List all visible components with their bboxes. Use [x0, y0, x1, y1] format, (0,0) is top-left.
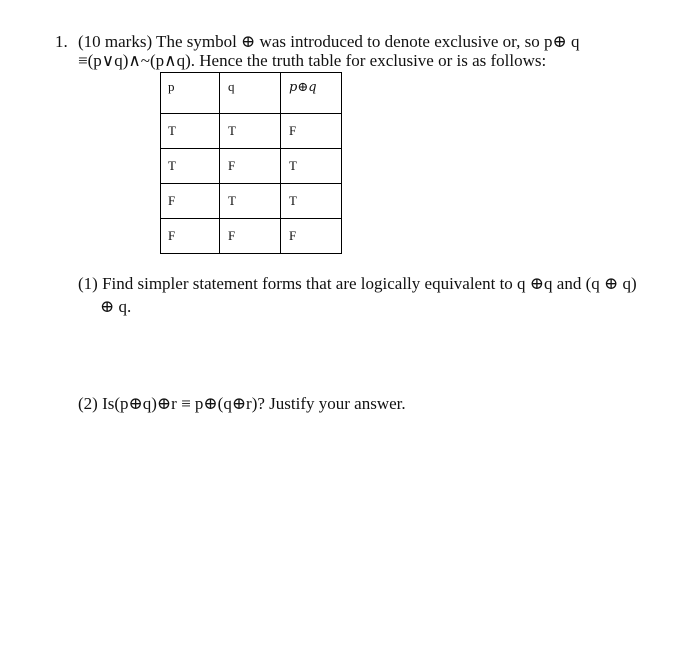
- table-cell: T: [161, 114, 220, 149]
- header-cell-q: q: [220, 73, 281, 114]
- table-cell: F: [161, 184, 220, 219]
- table-row: [161, 219, 342, 254]
- header-cell-p: p: [161, 73, 220, 114]
- question-number: 1.: [55, 32, 68, 51]
- subquestion-1-line-2: ⊕ q.: [100, 297, 132, 316]
- table-cell: F: [281, 219, 342, 254]
- table-cell: F: [281, 114, 342, 149]
- table-cell: T: [161, 149, 220, 184]
- table-row: [161, 149, 342, 184]
- table-cell: T: [220, 114, 281, 149]
- table-cell: T: [281, 184, 342, 219]
- table-cell: F: [220, 149, 281, 184]
- truth-table-header-row: [161, 73, 342, 114]
- question-intro-line-2: ≡(p∨q)∧~(p∧q). Hence the truth table for exclusive or is as follows:: [78, 51, 547, 70]
- table-row: [161, 114, 342, 149]
- table-cell: T: [220, 184, 281, 219]
- subquestion-1-line-1: (1) Find simpler statement forms that are logically equivalent to q ⊕q and (q ⊕ q): [78, 274, 637, 293]
- subquestion-2: (2) Is(p⊕q)⊕r ≡ p⊕(q⊕r)? Justify your answer.: [78, 394, 406, 413]
- table-cell: T: [281, 149, 342, 184]
- table-cell: F: [220, 219, 281, 254]
- truth-table: [160, 72, 342, 254]
- table-row: [161, 184, 342, 219]
- table-cell: F: [161, 219, 220, 254]
- question-intro-line-1: (10 marks) The symbol ⊕ was introduced to denote exclusive or, so p⊕ q: [78, 32, 580, 51]
- header-cell-p-xor-q: p⊕q: [281, 73, 342, 114]
